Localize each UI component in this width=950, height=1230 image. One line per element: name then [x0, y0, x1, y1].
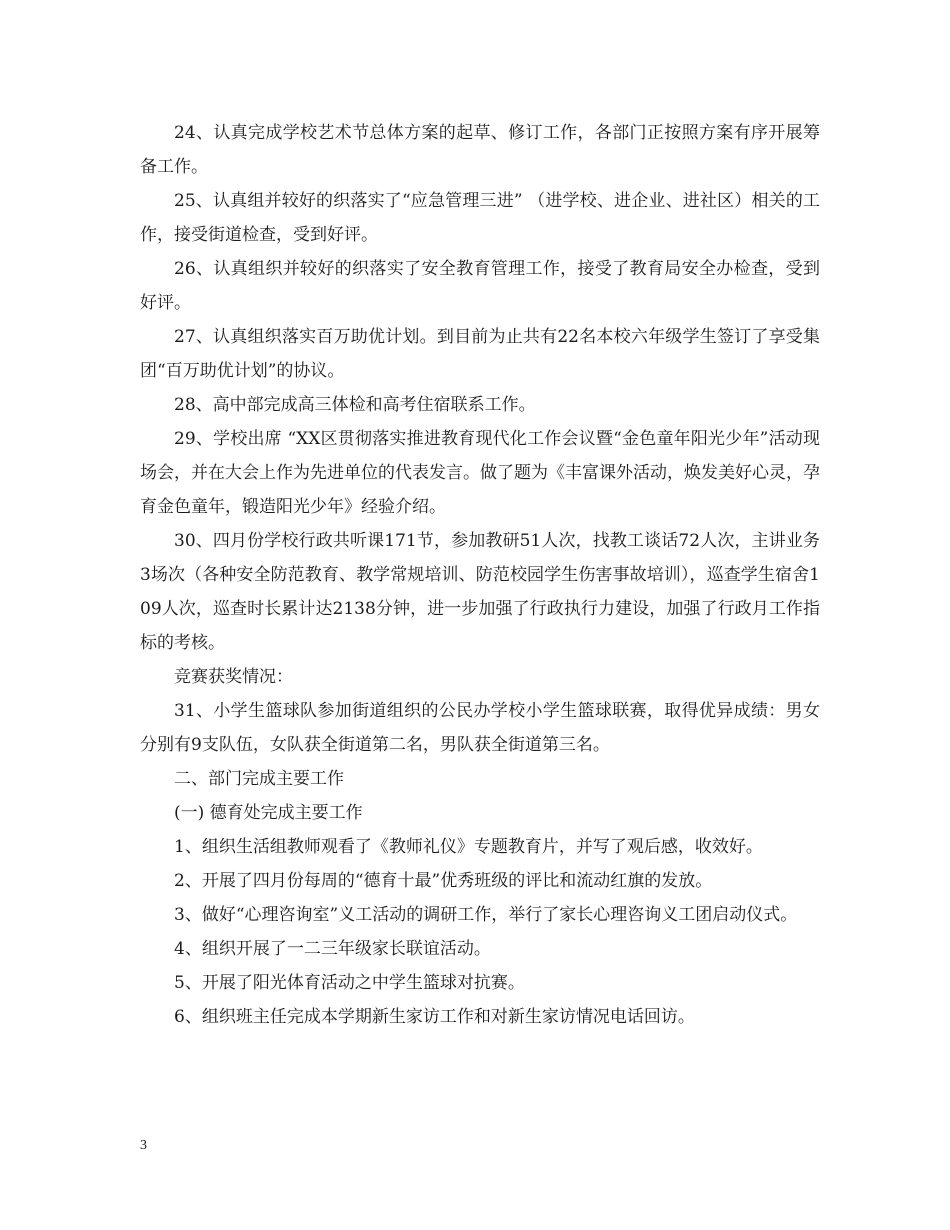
- list-item-2: 2、开展了四月份每周的“德育十最”优秀班级的评比和流动红旗的发放。: [174, 871, 713, 891]
- paragraph-item-28: 28、高中部完成高三体检和高考住宿联系工作。: [174, 395, 536, 415]
- subsection-heading-moral-education: (一) 德育处完成主要工作: [174, 803, 363, 823]
- list-item-1: 1、组织生活组教师观看了《教师礼仪》专题教育片，并写了观后感，收效好。: [174, 837, 763, 857]
- paragraph-item-25: 25、认真组并较好的织落实了“应急管理三进” （进学校、进企业、进社区）相关的工作，接受街道检查，受到好评。: [140, 191, 820, 245]
- section-heading-department-work: 二、部门完成主要工作: [174, 769, 344, 789]
- paragraph-item-24: 24、认真完成学校艺术节总体方案的起草、修订工作，各部门正按照方案有序开展筹备工作。: [140, 123, 820, 177]
- list-item-5: 5、开展了阳光体育活动之中学生篮球对抗赛。: [174, 973, 525, 993]
- paragraph-item-31: 31、小学生篮球队参加街道组织的公民办学校小学生篮球联赛，取得优异成绩：男女分别有9支队伍，女队获全街道第二名，男队获全街道第三名。: [140, 701, 820, 755]
- page-number: 3: [140, 1138, 147, 1153]
- document-body: [140, 116, 820, 1034]
- paragraph-item-30: 30、四月份学校行政共听课171节，参加教研51人次，找教工谈话72人次，主讲业务3场次（各种安全防范教育、教学常规培训、防范校园学生伤害事故培训），巡查学生宿舍109人次，巡查时长累计达2138分钟，进一步加强了行政执行力建设，加强了行政月工作指标的考核。: [140, 531, 820, 653]
- list-item-6: 6、组织班主任完成本学期新生家访工作和对新生家访情况电话回访。: [174, 1007, 695, 1027]
- paragraph-item-26: 26、认真组织并较好的织落实了安全教育管理工作，接受了教育局安全办检查，受到好评。: [140, 259, 820, 313]
- list-item-4: 4、组织开展了一二三年级家长联谊活动。: [174, 939, 491, 959]
- list-item-3: 3、做好“心理咨询室”义工活动的调研工作，举行了家长心理咨询义工团启动仪式。: [174, 905, 798, 925]
- paragraph-item-29: 29、学校出席 “XX区贯彻落实推进教育现代化工作会议暨“金色童年阳光少年”活动现场会，并在大会上作为先进单位的代表发言。做了题为《丰富课外活动，焕发美好心灵，孕育金色童年，锻造阳光少年》经验介绍。: [140, 429, 820, 517]
- paragraph-item-27: 27、认真组织落实百万助优计划。到目前为止共有22名本校六年级学生签订了享受集团“百万助优计划”的协议。: [140, 327, 820, 381]
- section-heading-awards: 竞赛获奖情况：: [174, 667, 293, 687]
